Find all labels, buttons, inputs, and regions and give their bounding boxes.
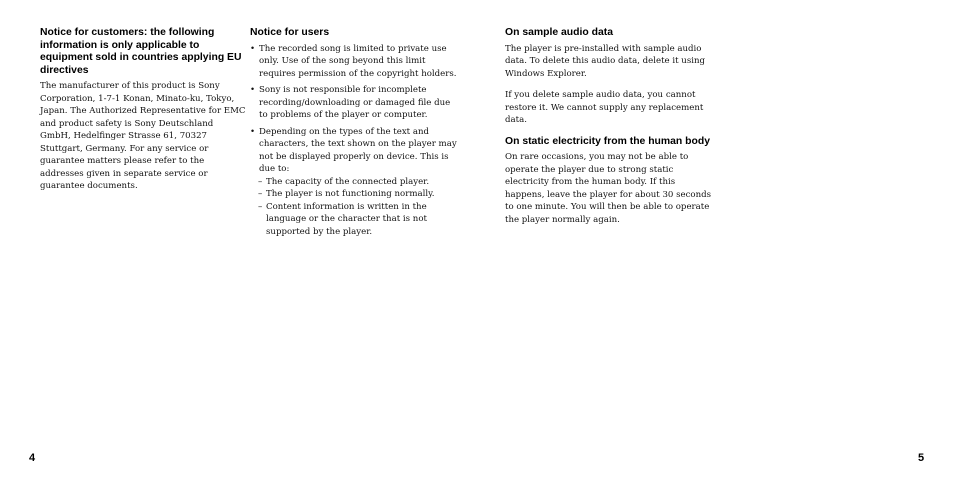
bullet-item xyxy=(250,126,458,239)
static-electricity-paragraph: On rare occasions, you may not be able to operate the player due to strong static electricity from the human body. If this happens, leave the player for about 30 seconds to one minute. You will then be able to operate the player normally again. xyxy=(505,152,712,225)
sample-audio-paragraph-2: If you delete sample audio data, you cannot restore it. We cannot supply any replacement data. xyxy=(505,90,704,126)
notice-for-users-heading: Notice for users xyxy=(250,27,330,38)
page-number-right: 5 xyxy=(918,452,925,464)
sample-audio-paragraph-1: The player is pre-installed with sample audio data. To delete this audio data, delete it using Windows Explorer. xyxy=(505,43,706,79)
notice-for-users-column xyxy=(250,27,458,242)
sub-item: – Content information is written in the language or the character that is not supported by the player. xyxy=(259,201,458,239)
bullet-item xyxy=(250,84,458,122)
right-page-column xyxy=(505,27,715,226)
eu-notice-column xyxy=(40,27,246,193)
page-number-left: 4 xyxy=(29,452,36,464)
eu-notice-body: The manufacturer of this product is Sony Corporation, 1-7-1 Konan, Minato-ku, Tokyo, Japan. The Authorized Representative for EMC and product safety is Sony Deutschland GmbH, Hedelfinger Strasse 61, 70327 Stuttgart, Germany. For any service or guarantee matters please refer to the addresses given in separate service or guarantee documents. xyxy=(40,81,246,192)
bullet-text: The recorded song is limited to private use only. Use of the song beyond this limit requires permission of the copyright holders. xyxy=(259,43,457,79)
sample-audio-heading: On sample audio data xyxy=(505,27,613,38)
eu-notice-heading: Notice for customers: the following information is only applicable to equipment sold in countries applying EU directives xyxy=(40,27,242,76)
sub-item-list xyxy=(259,176,458,239)
sub-item: – The capacity of the connected player. xyxy=(259,176,458,189)
notice-bullet-list xyxy=(250,43,458,239)
bullet-text: Sony is not responsible for incomplete recording/downloading or damaged file due to problems of the player or computer. xyxy=(259,85,451,121)
bullet-item xyxy=(250,43,458,81)
static-electricity-heading: On static electricity from the human body xyxy=(505,135,710,147)
bullet-text: Depending on the types of the text and characters, the text shown on the player may not be displayed properly on device. This is due to: xyxy=(259,126,457,175)
sub-item: – The player is not functioning normally. xyxy=(259,188,458,201)
